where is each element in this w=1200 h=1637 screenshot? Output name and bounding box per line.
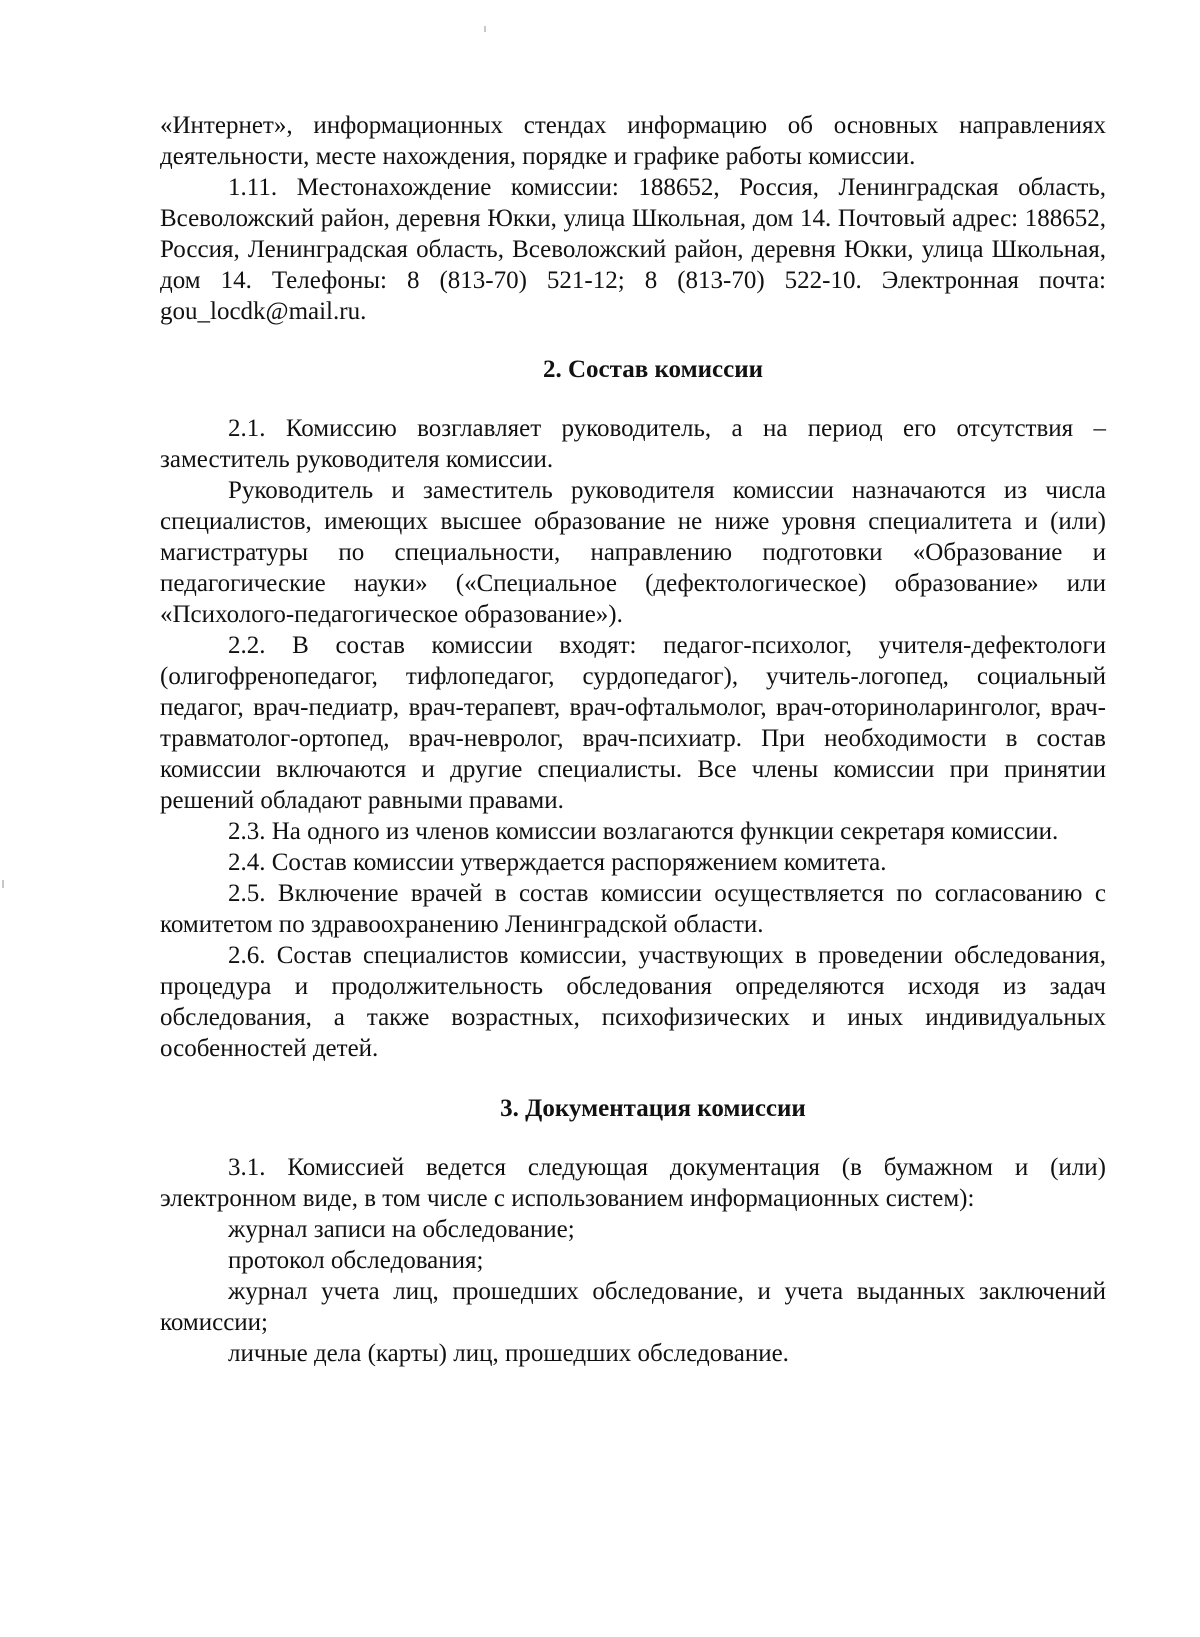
paragraph-2-6: 2.6. Состав специалистов комиссии, участвующих в проведении обследования, процедура и продолжительность обследования определяются исходя из задач обследования, а также возрастных, психофизических и иных индивидуальных особенностей детей. [160,942,1106,1062]
paragraph-2-5: 2.5. Включение врачей в состав комиссии осуществляется по согласованию с комитетом по здравоохранению Ленинградской области. [160,880,1106,938]
section-2-heading: 2. Состав комиссии [542,356,764,383]
document-page [160,110,1106,1369]
list-item-accounting-journal: журнал учета лиц, прошедших обследование, и учета выданных заключений комиссии; [160,1278,1106,1336]
list-item-examination-protocol: протокол обследования; [228,1247,484,1274]
paragraph-continuation: «Интернет», информационных стендах информацию об основных направлениях деятельности, месте нахождения, порядке и графике работы комиссии. [160,112,1106,170]
paragraph-2-1-head-appointment: Руководитель и заместитель руководителя комиссии назначаются из числа специалистов, имеющих высшее образование не ниже уровня специалитета и (или) магистратуры по специальности, направлению подготовки «Образование и педагогические науки» («Специальное (дефектологическое) образование» или «Психолого-педагогическое образование»). [160,477,1106,628]
paragraph-3-1: 3.1. Комиссией ведется следующая документация (в бумажном и (или) электронном виде, в том числе с использованием информационных систем): [160,1154,1106,1212]
scan-artifact-left [2,880,4,888]
paragraph-1-11: 1.11. Местонахождение комиссии: 188652, Россия, Ленинградская область, Всеволожский район, деревня Юкки, улица Школьная, дом 14. Почтовый адрес: 188652, Россия, Ленинградская область, Всеволожский район, деревня Юкки, улица Школьная, дом 14. Телефоны: 8 (813-70) 521-12; 8 (813-70) 522-10. Электронная почта: gou_locdk@mail.ru. [160,174,1106,325]
paragraph-2-2: 2.2. В состав комиссии входят: педагог-психолог, учителя-дефектологи (олигофренопедагог, тифлопедагог, сурдопедагог), учитель-логопед, социальный педагог, врач-педиатр, врач-терапевт, врач-офтальмолог, врач-оториноларинголог, врач-травматолог-ортопед, врач-невролог, врач-психиатр. При необходимости в состав комиссии включаются и другие специалисты. Все члены комиссии при принятии решений обладают равными правами. [160,632,1106,814]
paragraph-2-1: 2.1. Комиссию возглавляет руководитель, а на период его отсутствия – заместитель руководителя комиссии. [160,415,1106,473]
paragraph-2-3: 2.3. На одного из членов комиссии возлагаются функции секретаря комиссии. [228,818,1059,845]
paragraph-2-4: 2.4. Состав комиссии утверждается распоряжением комитета. [228,849,887,876]
section-3-heading: 3. Документация комиссии [500,1095,806,1122]
scan-artifact-top [484,26,486,32]
list-item-registration-journal: журнал записи на обследование; [228,1216,575,1243]
list-item-personal-files: личные дела (карты) лиц, прошедших обследование. [228,1340,789,1367]
